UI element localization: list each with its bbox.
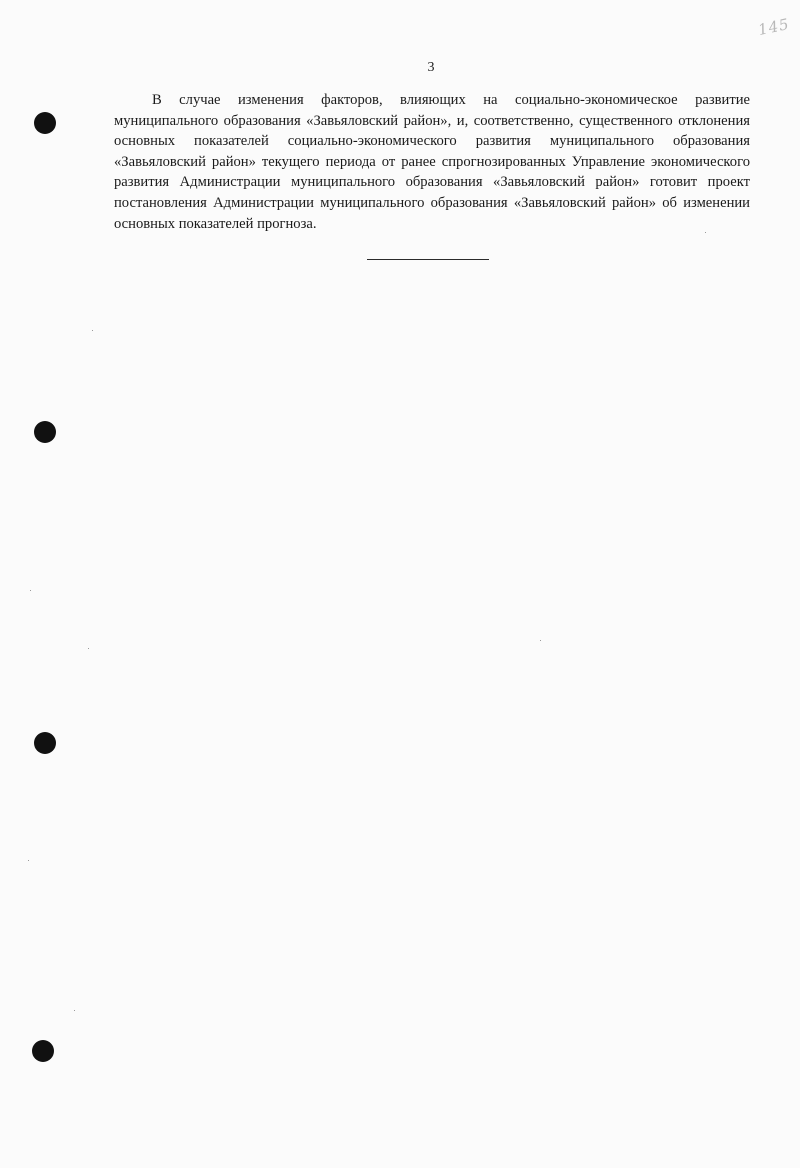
- scan-speck: [30, 590, 31, 591]
- scan-speck: [92, 330, 93, 331]
- handwritten-page-mark: 145: [756, 14, 792, 40]
- scan-speck: [88, 648, 89, 649]
- punch-hole: [32, 1040, 54, 1062]
- body-paragraph: В случае изменения факторов, влияющих на социально-экономическое развитие муниципального образования «Завьяловский район», и, соответственно, существенного отклонения основных показателей социально-экономического развития муниципального образования «Завьяловский район» текущего периода от ранее спрогнозированных Управление экономического развития Администрации муниципального образования «Завьяловский район» готовит проект постановления Администрации муниципального образования «Завьяловский район» об изменении основных показателей прогноза.: [114, 92, 750, 232]
- scan-speck: [705, 232, 706, 233]
- punch-hole: [34, 112, 56, 134]
- page-number: 3: [427, 60, 435, 75]
- punch-hole: [34, 732, 56, 754]
- end-of-text-rule: [367, 259, 489, 260]
- scan-speck: [74, 1010, 75, 1011]
- punch-hole: [34, 421, 56, 443]
- scan-speck: [540, 640, 541, 641]
- scan-speck: [28, 860, 29, 861]
